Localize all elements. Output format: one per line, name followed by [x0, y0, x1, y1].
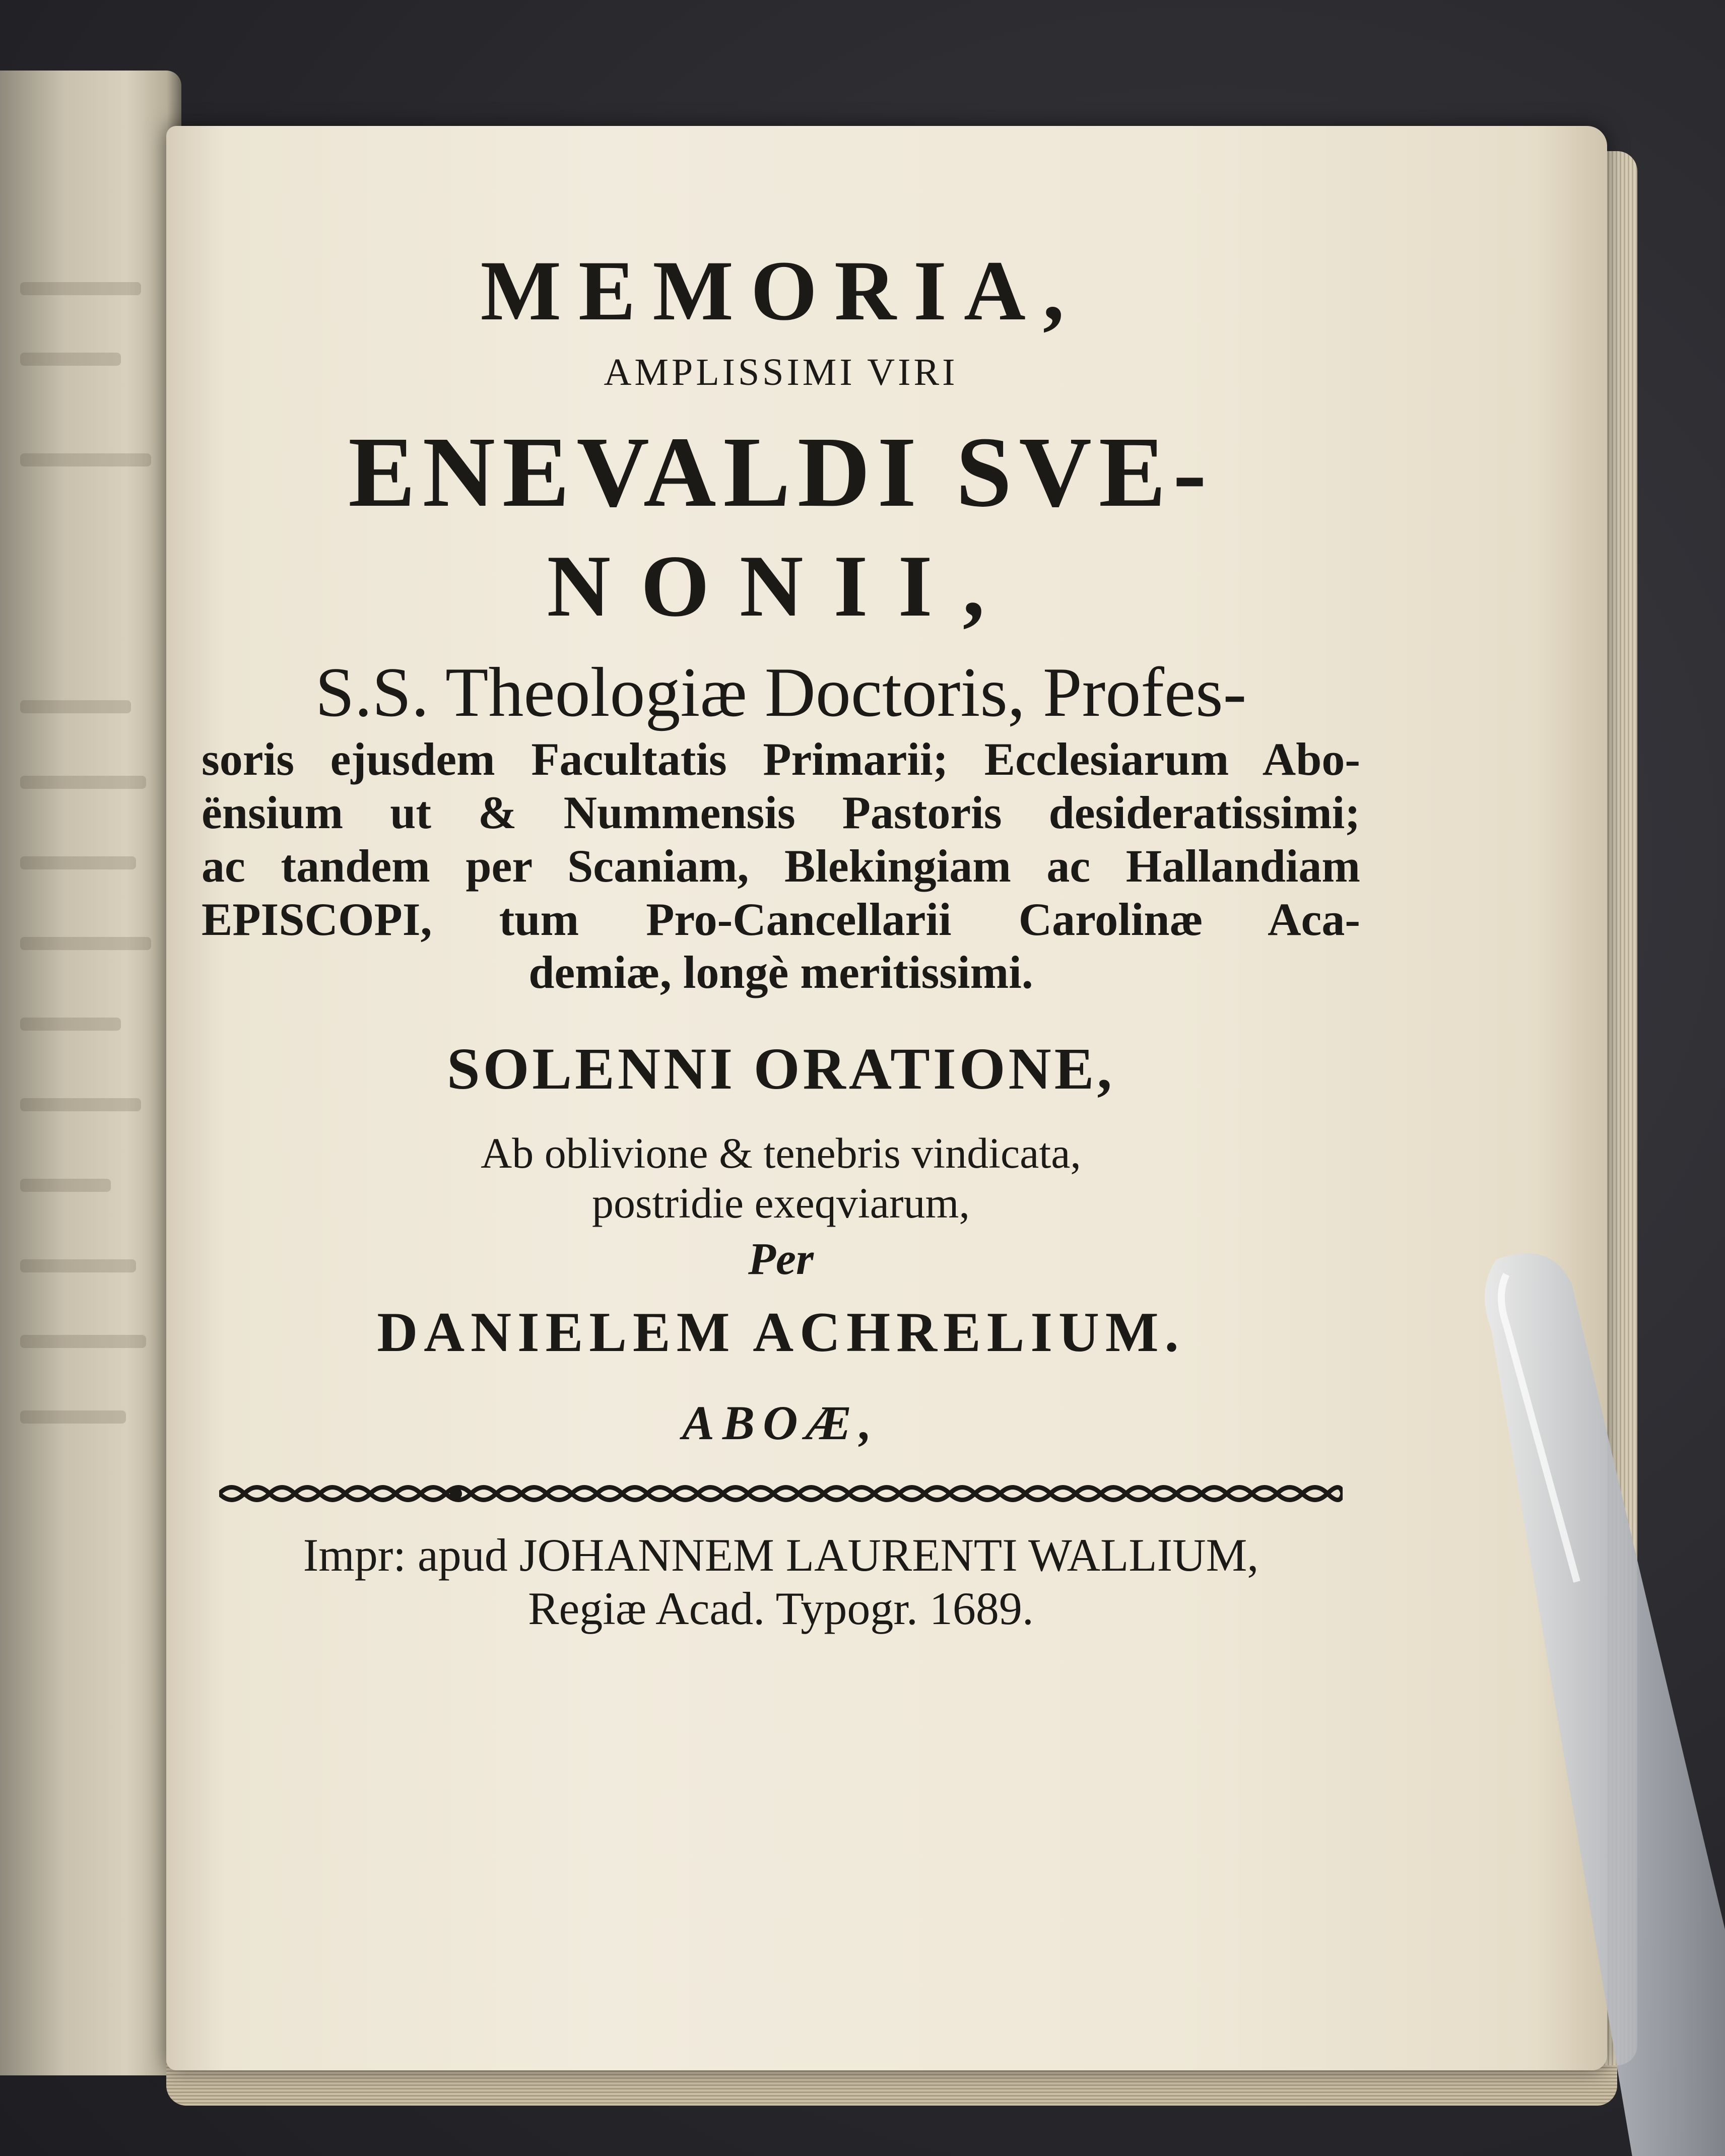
- ghost-text: [20, 1259, 136, 1272]
- place-of-printing: ABOÆ,: [682, 1395, 880, 1450]
- oration-heading: SOLENNI ORATIONE,: [447, 1036, 1115, 1102]
- name-line-1: ENEVALDI SVE-: [348, 416, 1214, 528]
- body-line: ac tandem per Scaniam, Blekingiam ac Hallandiam: [202, 840, 1360, 892]
- body-line: soris ejusdem Facultatis Primarii; Ecclesiarum Abo-: [202, 733, 1360, 785]
- facing-page-left: [0, 71, 181, 2075]
- ghost-text: [20, 1098, 141, 1111]
- ornamental-rule: [219, 1481, 1343, 1506]
- ghost-text: [20, 776, 146, 789]
- name-line-2: NONII,: [547, 536, 1015, 635]
- vindicata-line: Ab oblivione & tenebris vindicata,: [481, 1128, 1081, 1177]
- title-memoria: MEMORIA,: [480, 243, 1082, 338]
- ghost-text: [20, 1335, 146, 1348]
- imprint-line-1: Impr: apud JOHANNEM LAURENTI WALLIUM,: [303, 1529, 1259, 1581]
- postridie-line: postridie exeqviarum,: [592, 1178, 970, 1227]
- title-page-text: [202, 242, 1360, 1636]
- ghost-text: [20, 1410, 126, 1424]
- ghost-text: [20, 1179, 111, 1192]
- author-name: DANIELEM ACHRELIUM.: [377, 1301, 1185, 1364]
- ghost-text: [20, 453, 151, 466]
- ghost-text: [20, 856, 136, 869]
- ghost-text: [20, 282, 141, 295]
- imprint-line-2: Regiæ Acad. Typogr. 1689.: [528, 1583, 1034, 1635]
- body-line: EPISCOPI, tum Pro-Cancellarii Carolinæ Aca-: [202, 893, 1360, 945]
- degree-line: S.S. Theologiæ Doctoris, Profes-: [315, 653, 1247, 732]
- body-line: demiæ, longè meritissimi.: [528, 947, 1033, 998]
- ghost-text: [20, 1018, 121, 1031]
- ghost-text: [20, 700, 131, 713]
- body-line: ënsium ut & Nummensis Pastoris desideratissimi;: [202, 786, 1360, 838]
- per-line: Per: [748, 1234, 814, 1284]
- ghost-text: [20, 353, 121, 366]
- ghost-text: [20, 937, 151, 950]
- subtitle-amplissimi-viri: AMPLISSIMI VIRI: [604, 351, 958, 393]
